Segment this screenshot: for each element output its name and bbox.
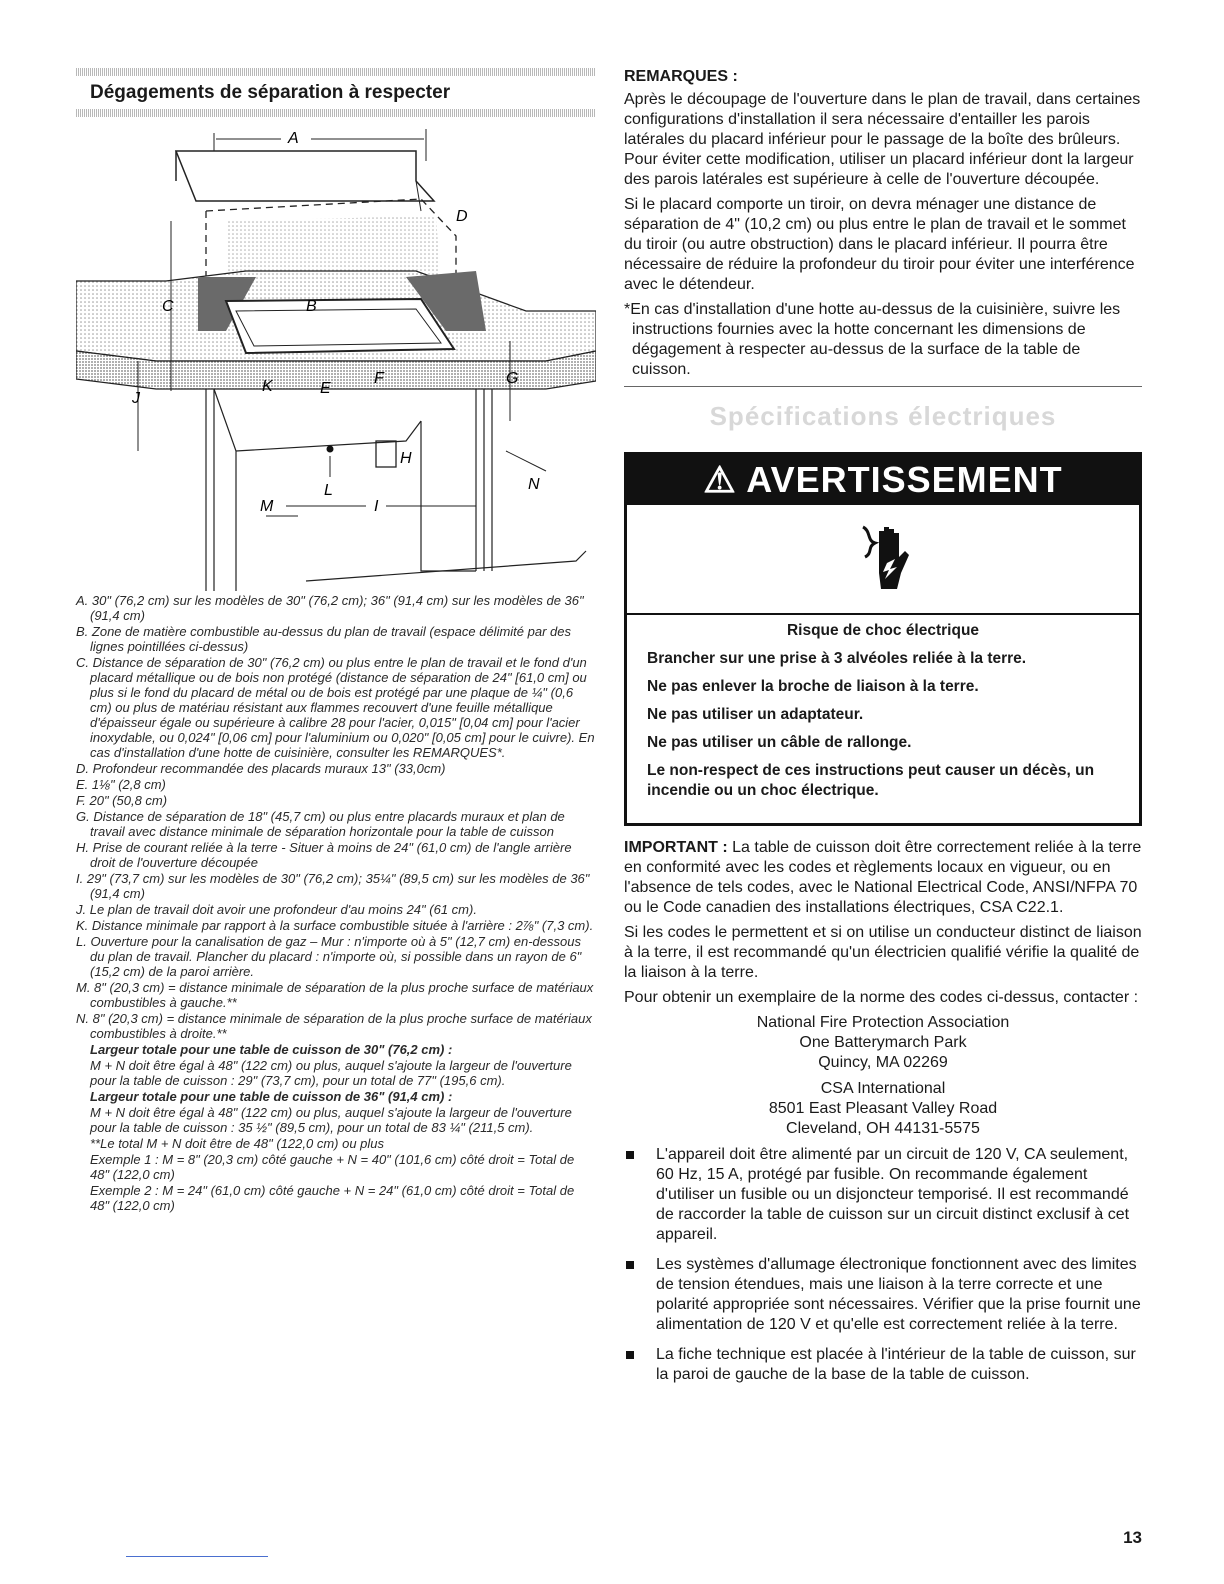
footer-blue-rule <box>126 1556 268 1557</box>
remarques-paragraph-3: *En cas d'installation d'une hotte au-dessus de la cuisinière, suivre les instructions fournies avec la hotte concernant les dimensions de dégagement à respecter au-dessus de la surface de la table de cuisson. <box>624 301 1121 378</box>
address-line: National Fire Protection Association <box>756 1014 1010 1031</box>
label-d: D <box>456 208 468 225</box>
warning-line-4: Ne pas utiliser un câble de rallonge. <box>647 734 912 751</box>
example-2: Exemple 2 : M = 24" (61,0 cm) côté gauche + N = 24" (61,0 cm) côté droit = Total de 48" (122,0 cm) <box>90 1183 575 1213</box>
legend-item: M. 8" (20,3 cm) = distance minimale de séparation de la plus proche surface de matériaux combustibles à gauche.** <box>76 980 594 1010</box>
bullet-square-icon <box>626 1351 634 1359</box>
important-label: IMPORTANT : <box>624 839 728 856</box>
address-nfpa <box>624 1013 1142 1073</box>
label-a: A <box>288 130 299 147</box>
label-i: I <box>374 498 379 515</box>
total-36-title: Largeur totale pour une table de cuisson de 36" (91,4 cm) : <box>90 1089 453 1104</box>
label-e: E <box>320 380 331 397</box>
legend-item: K. Distance minimale par rapport à la surface combustible située à l'arrière : 2⅞" (7,3 cm). <box>76 918 594 933</box>
label-b: B <box>306 298 317 315</box>
total-30-title: Largeur totale pour une table de cuisson de 30" (76,2 cm) : <box>90 1042 453 1057</box>
legend-item: C. Distance de séparation de 30" (76,2 cm) ou plus entre le plan de travail et le fond d'un placard métallique ou de bois non protégé (distance de séparation de 24" [61,0 cm] ou plus si le fond du placard de métal ou de bois est protégé par une plaque de ¼" (0,6 cm) ou plus de matériau résistant aux flammes recouvert d'une feuille métallique d'épaisseur égale ou supérieure à calibre 28 pour l'acier, 0,015" [0,04 cm] pour l'acier inoxydable, ou 0,024" [0,06 cm] pour l'aluminium ou 0,020" [0,05 cm] pour le cuivre). En cas d'installation d'une hotte de cuisinière, consulter les REMARQUES*. <box>76 655 595 760</box>
label-g: G <box>506 370 519 387</box>
warning-triangle-icon: ⚠ <box>703 459 737 500</box>
address-line: One Batterymarch Park <box>799 1034 967 1051</box>
total-note: **Le total M + N doit être de 48" (122,0 cm) ou plus <box>90 1136 385 1151</box>
label-c: C <box>162 298 174 315</box>
label-k: K <box>262 378 273 395</box>
shock-hazard-icon-area <box>627 505 1139 615</box>
remarques-title: REMARQUES : <box>624 68 738 85</box>
warning-header <box>627 455 1139 505</box>
warning-header-text: AVERTISSEMENT <box>746 459 1063 500</box>
address-line: Quincy, MA 02269 <box>818 1054 948 1071</box>
codes-paragraph: Si les codes le permettent et si on utilise un conducteur distinct de liaison à la terre, il est recommandé qu'un électricien qualifié vérifie la qualité de la liaison à la terre. <box>624 924 1142 981</box>
legend-item: L. Ouverture pour la canalisation de gaz – Mur : n'importe où à 5" (12,7 cm) en-dessous du plan de travail. Plancher du placard : n'importe où, si possible dans un rayon de 6" (15,2 cm) de la paroi arrière. <box>76 934 582 979</box>
section-title: Dégagements de séparation à respecter <box>90 82 451 103</box>
left-column <box>76 68 596 1214</box>
legend-item: N. 8" (20,3 cm) = distance minimale de séparation de la plus proche surface de matériaux combustibles à droite.** <box>76 1011 592 1041</box>
total-30-text: M + N doit être égal à 48" (122 cm) ou plus, auquel s'ajoute la largeur de l'ouverture pour la table de cuisson : 29" (73,7 cm), pour un total de 77" (195,6 cm). <box>90 1058 572 1088</box>
legend-item: G. Distance de séparation de 18" (45,7 cm) ou plus entre placards muraux et plan de travail avec distance minimale de séparation horizontale pour la table de cuisson <box>76 809 565 839</box>
warning-line-2: Ne pas enlever la broche de liaison à la terre. <box>647 678 979 695</box>
legend-item: D. Profondeur recommandée des placards muraux 13" (33,0cm) <box>76 761 446 776</box>
divider <box>624 386 1142 387</box>
example-1: Exemple 1 : M = 8" (20,3 cm) côté gauche + N = 40" (101,6 cm) côté droit = Total de 48" (122,0 cm) <box>90 1152 575 1182</box>
address-csa <box>624 1079 1142 1139</box>
important-paragraph <box>624 838 1142 918</box>
legend-item: A. 30" (76,2 cm) sur les modèles de 30" (76,2 cm); 36" (91,4 cm) sur les modèles de 36" (91,4 cm) <box>76 593 584 623</box>
bullet-square-icon <box>626 1151 634 1159</box>
label-f: F <box>374 370 384 387</box>
cabinet-diagram-svg <box>76 121 596 591</box>
bullet-square-icon <box>626 1261 634 1269</box>
warning-line-3: Ne pas utiliser un adaptateur. <box>647 706 864 723</box>
warning-body <box>627 615 1139 823</box>
bullet-item: Les systèmes d'allumage électronique fonctionnent avec des limites de tension étendues, mais une liaison à la terre correcte et une polarité appropriée sont nécessaires. Vérifier que la prise fournit une alimentation de 120 V et qu'elle est correctement reliée à la terre. <box>624 1255 1142 1335</box>
legend-item: F. 20" (50,8 cm) <box>76 793 168 808</box>
label-l: L <box>324 482 333 499</box>
label-n: N <box>528 476 540 493</box>
diagram-legend <box>76 593 596 1213</box>
legend-item: B. Zone de matière combustible au-dessus du plan de travail (espace délimité par des lignes pointillées ci-dessus) <box>76 624 571 654</box>
label-h: H <box>400 450 412 467</box>
warning-line-1: Brancher sur une prise à 3 alvéoles reliée à la terre. <box>647 650 1027 667</box>
spec-section-title: Spécifications électriques <box>709 401 1057 431</box>
bullet-item: L'appareil doit être alimenté par un circuit de 120 V, CA seulement, 60 Hz, 15 A, protégé par fusible. On recommande également d'utiliser un fusible ou un disjoncteur temporisé. Il est recommandé de raccorder la table de cuisson sur un circuit distinct exclusif à cet appareil. <box>624 1145 1142 1245</box>
legend-item: J. Le plan de travail doit avoir une profondeur d'au moins 24" (61 cm). <box>76 902 477 917</box>
warning-line-5: Le non-respect de ces instructions peut causer un décès, un incendie ou un choc électrique. <box>647 762 1095 799</box>
warning-risk: Risque de choc électrique <box>786 622 980 639</box>
legend-item: I. 29" (73,7 cm) sur les modèles de 30" (76,2 cm); 35¼" (89,5 cm) sur les modèles de 36" (91,4 cm) <box>76 871 590 901</box>
title-dot-rule <box>76 68 596 76</box>
address-line: 8501 East Pleasant Valley Road <box>768 1100 998 1117</box>
legend-item: E. 1⅛" (2,8 cm) <box>76 777 166 792</box>
address-line: CSA International <box>820 1080 946 1097</box>
label-j: J <box>132 390 140 407</box>
clearance-diagram <box>76 121 596 591</box>
remarques-paragraph-1: Après le découpage de l'ouverture dans le plan de travail, dans certaines configurations d'installation il sera nécessaire d'entailler les parois latérales du placard inférieur pour le passage de la boîte des brûleurs. Pour éviter cette modification, utiliser un placard inférieur dont la largeur des parois latérales est supérieure à celle de l'ouverture découpée. <box>624 91 1141 188</box>
right-column <box>624 68 1142 1395</box>
address-line: Cleveland, OH 44131-5575 <box>786 1120 980 1137</box>
title-dot-rule-bottom <box>76 109 596 117</box>
contact-paragraph: Pour obtenir un exemplaire de la norme des codes ci-dessus, contacter : <box>624 989 1139 1006</box>
label-m: M <box>260 498 274 515</box>
page-number: 13 <box>1123 1528 1142 1547</box>
legend-item: H. Prise de courant reliée à la terre - Situer à moins de 24" (61,0 cm) de l'angle arrière droit de l'ouverture découpée <box>76 840 572 870</box>
remarques-paragraph-2: Si le placard comporte un tiroir, on devra ménager une distance de séparation de 4" (10,2 cm) ou plus entre le plan de travail et le sommet du tiroir (ou autre obstruction) dans le placard inférieur. Il pourra être nécessaire de réduire la profondeur du tiroir pour éviter une interférence avec le détendeur. <box>624 196 1135 293</box>
electric-shock-hand-icon <box>857 517 917 597</box>
total-36-text: M + N doit être égal à 48" (122 cm) ou plus, auquel s'ajoute la largeur de l'ouverture pour la table de cuisson : 35 ½" (89,5 cm), pour un total de 83 ¼" (211,5 cm). <box>90 1105 572 1135</box>
bullet-item: La fiche technique est placée à l'intérieur de la table de cuisson, sur la paroi de gauche de la base de la table de cuisson. <box>624 1345 1142 1385</box>
important-text: La table de cuisson doit être correctement reliée à la terre en conformité avec les codes et règlements locaux en vigueur, ou en l'absence de tels codes, avec le National Electrical Code, ANSI/NFPA 70 ou le Code canadien des installations électriques, CSA C22.1. <box>624 839 1142 916</box>
warning-box <box>624 452 1142 826</box>
